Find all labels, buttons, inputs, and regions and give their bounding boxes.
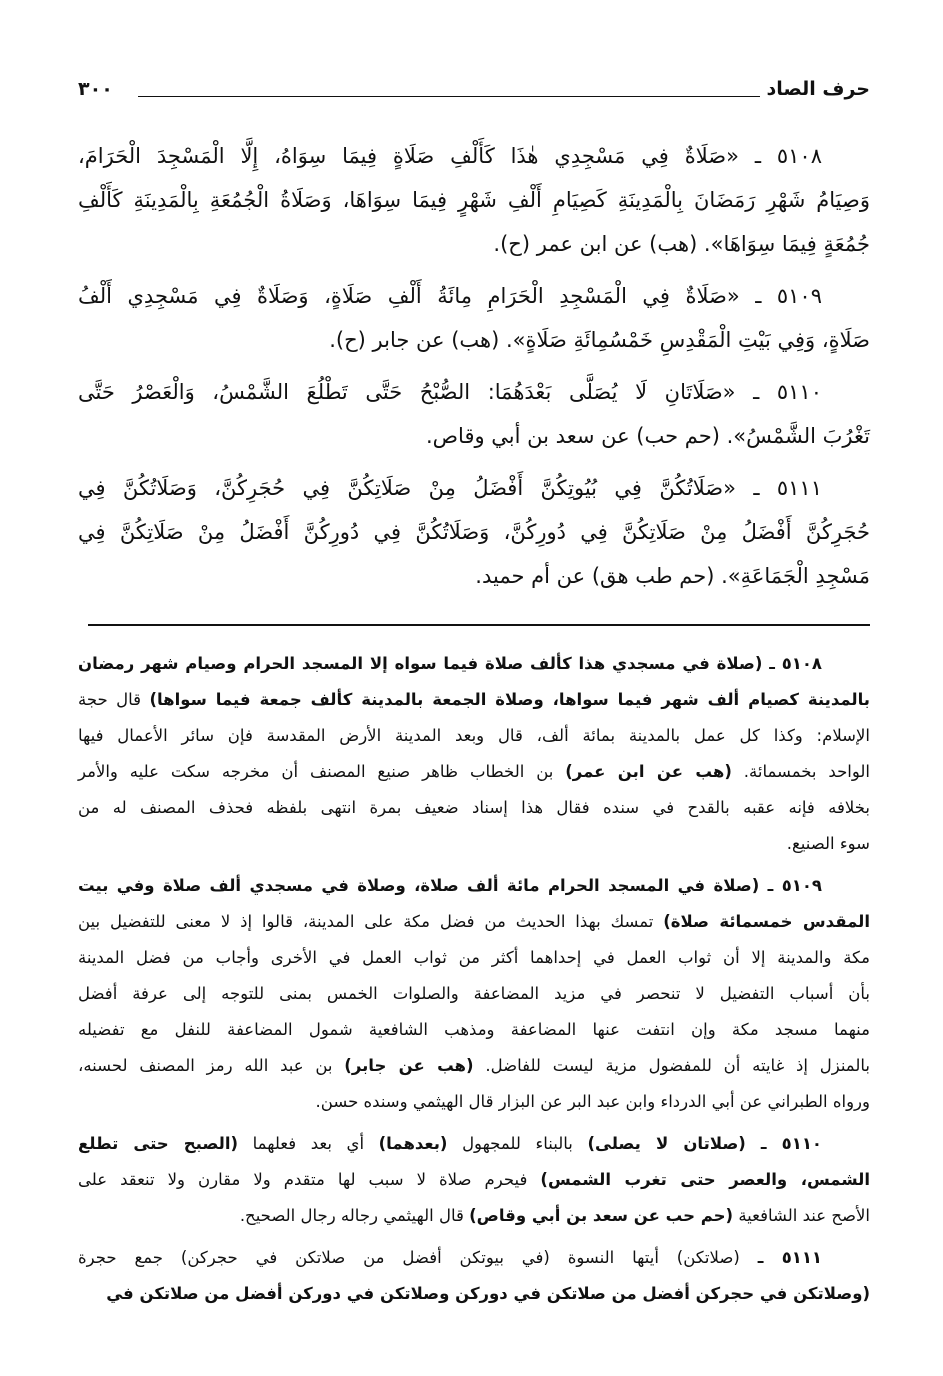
text: ٥١٠٨ ـ «صَلَاةٌ فِي مَسْجِدِي هٰذَا كَأَلْفِ صَلَاةٍ فِيمَا سِوَاهُ، إِلَّا الْمَسْجِدَ الْحَرَامَ،	[78, 144, 822, 168]
commentary-text	[78, 646, 870, 1318]
text: (صلاتكن) أيتها النسوة (في بيوتكن أفضل من صلاتكن في حجركن) جمع حجرة	[78, 1248, 758, 1267]
hadith-entry	[78, 370, 870, 458]
header-rule	[138, 96, 760, 97]
bold-text: (الصبح حتى تطلع	[78, 1134, 239, 1153]
hadith-line	[78, 370, 870, 414]
bold-text: (حم حب عن سعد بن أبي وقاص)	[469, 1206, 734, 1225]
bold-text: ٥١١٠ ـ (صلاتان لا يصلى)	[587, 1134, 822, 1153]
commentary-line	[78, 826, 870, 862]
hadith-line	[78, 466, 870, 510]
hadith-text	[78, 134, 870, 606]
text: بن الخطاب ظاهر صنيع المصنف أن مخرجه سكت عليه والأمر	[78, 762, 566, 781]
commentary-line	[78, 1276, 870, 1312]
text: سوء الصنيع.	[786, 834, 870, 853]
bold-text: (وصلاتكن في حجركن أفضل من صلاتكن في دوركن وصلاتكن في دوركن أفضل من صلاتكن في	[106, 1284, 870, 1303]
commentary-line	[78, 1126, 870, 1162]
hadith-entry	[78, 466, 870, 598]
commentary-line	[78, 976, 870, 1012]
hadith-line	[78, 178, 870, 222]
page-header	[78, 78, 870, 106]
text: تَغْرُبَ الشَّمْسُ». (حم حب) عن سعد بن أبي وقاص.	[425, 424, 870, 448]
text: بالبناء للمجهول	[447, 1134, 588, 1153]
chapter-title: حرف الصاد	[766, 78, 870, 100]
text: ٥١١٠ ـ «صَلَاتَانِ لَا يُصَلَّى بَعْدَهُمَا: الصُّبْحُ حَتَّى تَطْلُعَ الشَّمْسُ، وَالْعَصْرُ حَتَّى	[78, 380, 822, 404]
hadith-line	[78, 318, 870, 362]
commentary-line	[78, 718, 870, 754]
text: ٥١١١ ـ «صَلَاتُكُنَّ فِي بُيُوتِكُنَّ أَفْضَلُ مِنْ صَلَاتِكُنَّ فِي حُجَرِكُنَّ، وَصَلَاتُكُنَّ فِي	[78, 476, 822, 500]
text: قال الهيثمي رجاله رجال الصحيح.	[239, 1206, 470, 1225]
text: أي بعد فعلهما	[238, 1134, 379, 1153]
bold-text: ٥١٠٩ ـ (صلاة في المسجد الحرام مائة ألف صلاة، وصلاة في مسجدي ألف صلاة وفي بيت	[78, 876, 822, 895]
text: الإسلام: وكذا كل عمل بالمدينة بمائة ألف، قال وبعد المدينة الأرض المقدسة فإن سائر الأعمال فيها	[78, 726, 870, 745]
hadith-entry	[78, 134, 870, 266]
bold-text: بالمدينة كصيام ألف شهر فيما سواها، وصلاة الجمعة بالمدينة كألف جمعة فيما سواها)	[149, 690, 871, 709]
footnote-divider	[88, 624, 870, 626]
hadith-line	[78, 274, 870, 318]
commentary-line	[78, 790, 870, 826]
commentary-line	[78, 682, 870, 718]
bold-text: ٥١٠٨ ـ (صلاة في مسجدي هذا كألف صلاة فيما سواه إلا المسجد الحرام وصيام شهر رمضان	[78, 654, 822, 673]
commentary-line	[78, 1198, 870, 1234]
text: فيحرم صلاة لا سبب لها متقدم ولا مقارن ولا تنعقد على	[78, 1170, 541, 1189]
text: وَصِيَامُ شَهْرِ رَمَضَانَ بِالْمَدِينَةِ كَصِيَامِ أَلْفِ شَهْرٍ فِيمَا سِوَاهَا، وَصَلَاةُ الْجُمُعَةِ بِالْمَدِينَةِ كَأَلْفِ	[78, 188, 870, 212]
hadith-line	[78, 554, 870, 598]
bold-text: (بعدهما)	[378, 1134, 448, 1153]
bold-text: (هب عن جابر)	[344, 1056, 474, 1075]
commentary-line	[78, 754, 870, 790]
commentary-line	[78, 1084, 870, 1120]
text: صَلَاةٍ، وَفِي بَيْتِ الْمَقْدِسِ خَمْسُمِائَةِ صَلَاةٍ». (هب) عن جابر (ح).	[329, 328, 870, 352]
commentary-entry	[78, 646, 870, 862]
text: قال حجة	[78, 690, 150, 709]
hadith-entry	[78, 274, 870, 362]
commentary-entry	[78, 1240, 870, 1312]
commentary-line	[78, 1162, 870, 1198]
text: بأن أسباب التفضيل لا تنحصر في مزيد المضاعفة والصلوات الخمس بمنى للتوجه إلى عرفة أفضل	[78, 984, 870, 1003]
text: الأصح عند الشافعية	[733, 1206, 870, 1225]
hadith-line	[78, 222, 870, 266]
commentary-line	[78, 904, 870, 940]
commentary-line	[78, 868, 870, 904]
commentary-line	[78, 1048, 870, 1084]
commentary-entry	[78, 868, 870, 1120]
hadith-line	[78, 510, 870, 554]
text: بالمنزل إذ غايته أن للمفضول مزية ليست للفاضل.	[473, 1056, 870, 1075]
bold-text: الشمس، والعصر حتى تغرب الشمس)	[540, 1170, 870, 1189]
bold-text: ٥١١١ ـ	[757, 1248, 823, 1267]
commentary-entry	[78, 1126, 870, 1234]
commentary-line	[78, 1240, 870, 1276]
hadith-line	[78, 414, 870, 458]
hadith-line	[78, 134, 870, 178]
text: الواحد بخمسمائة.	[731, 762, 871, 781]
text: ٥١٠٩ ـ «صَلَاةٌ فِي الْمَسْجِدِ الْحَرَامِ مِائَةُ أَلْفِ صَلَاةٍ، وَصَلَاةٌ فِي مَسْجِدِي أَلْفُ	[78, 284, 822, 308]
bold-text: (هب عن ابن عمر)	[565, 762, 732, 781]
commentary-line	[78, 940, 870, 976]
text: بخلافه فإنه عقبه بالقدح في سنده فقال هذا إسناد ضعيف بمرة انتهى بلفظه فحذف المصنف له من	[78, 798, 870, 817]
text: مَسْجِدِ الْجَمَاعَةِ». (حم طب هق) عن أم حميد.	[475, 564, 870, 588]
text: تمسك بهذا الحديث من فضل مكة على المدينة، قالوا إذ لا معنى للتفضيل بين	[78, 912, 664, 931]
text: منهما مسجد مكة وإن انتفت عنها المضاعفة ومذهب الشافعية شمول المضاعفة للنفل مع تفضيله	[78, 1020, 870, 1039]
page-number: ٣٠٠	[78, 78, 113, 100]
commentary-line	[78, 1012, 870, 1048]
text: ورواه الطبراني عن أبي الدرداء وابن عبد البر عن البزار قال الهيثمي وسنده حسن.	[315, 1092, 870, 1111]
text: جُمُعَةٍ فِيمَا سِوَاهَا». (هب) عن ابن عمر (ح).	[493, 232, 870, 256]
text: مكة والمدينة إلا أن ثواب العمل في إحداهما أكثر من ثواب العمل في الأخرى وأجاب من فضل المدينة	[78, 948, 870, 967]
bold-text: المقدس خمسمائة صلاة)	[663, 912, 870, 931]
text: بن عبد الله رمز المصنف لحسنه،	[78, 1056, 345, 1075]
commentary-line	[78, 646, 870, 682]
text: حُجَرِكُنَّ أَفْضَلُ مِنْ صَلَاتِكُنَّ فِي دُورِكُنَّ، وَصَلَاتُكُنَّ فِي دُورِكُنَّ أَفْضَلُ مِنْ صَلَاتِكُنَّ فِي	[78, 520, 870, 544]
